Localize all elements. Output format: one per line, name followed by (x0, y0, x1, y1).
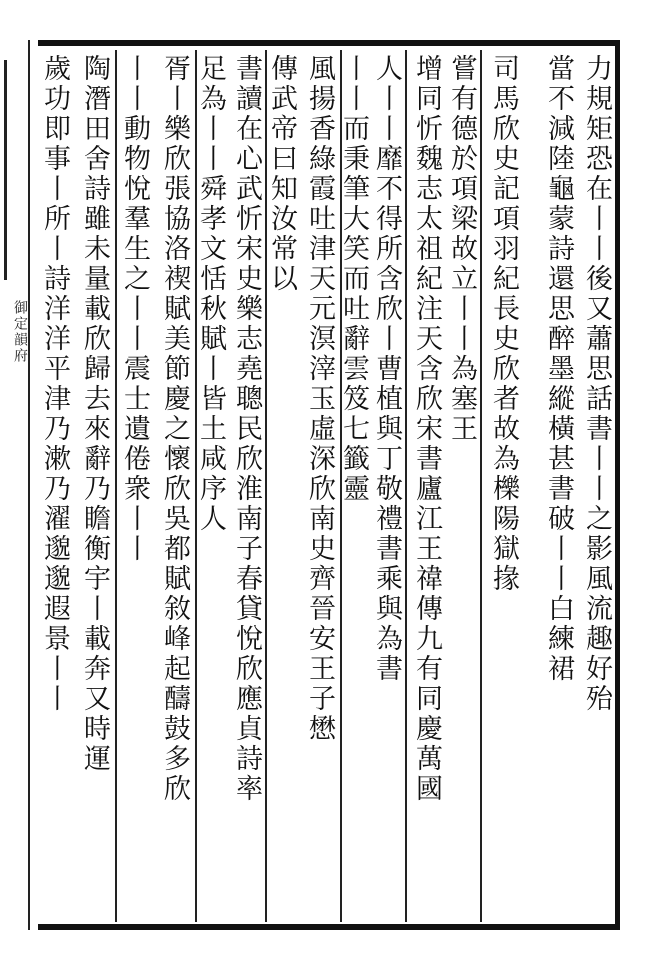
text-column: 當不減陸龜蒙詩還思醉墨縱橫甚書破丨丨白練裙 (543, 54, 574, 684)
text-column: 傳武帝曰知汝常以 (266, 54, 297, 294)
text-column: 足為丨丨舜孝文恬秋賦丨皆土咸序人 (195, 54, 226, 534)
text-column: 陶潛田舍詩雖未量載欣歸去來辭乃瞻衡宇丨載奔又時運 (79, 54, 110, 774)
text-column: 增同忻魏志太祖紀注天含欣宋書廬江王禕傳九有同慶萬國 (411, 54, 442, 804)
text-column: 司馬欣史記項羽紀長史欣者故為櫟陽獄掾 (488, 54, 519, 594)
text-column: 風揚香綠霞吐津天元溟滓玉虛深欣南史齊晉安王子懋 (304, 54, 335, 744)
text-column: 丨丨動物悅羣生之丨丨震士遺倦衆丨丨 (119, 54, 150, 564)
text-column: 丨丨而秉筆大笑而吐辭雲笈七籤靈 (338, 54, 369, 504)
text-column: 歲功即事丨所丨詩洋洋平津乃漱乃濯邈邈遐景丨丨 (39, 54, 70, 714)
text-column: 胥丨樂欣張協洛禊賦美節慶之懷欣吳都賦敘峰起醻鼓多欣 (159, 54, 190, 804)
margin-label: 御定韻府 (12, 300, 28, 364)
text-column: 力規矩恐在丨丨後又蕭思話書丨丨之影風流趣好殆 (581, 54, 612, 714)
text-column: 嘗有德於項梁故立丨丨為塞王 (446, 54, 477, 444)
text-column: 書讀在心武忻宋史樂志堯聰民欣淮南子春貸悅欣應貞詩率 (231, 54, 262, 804)
top-border (38, 40, 618, 46)
text-column: 人丨丨靡不得所含欣丨曹植與丁敬禮書乘與為書 (371, 54, 402, 684)
bottom-border (38, 924, 618, 930)
